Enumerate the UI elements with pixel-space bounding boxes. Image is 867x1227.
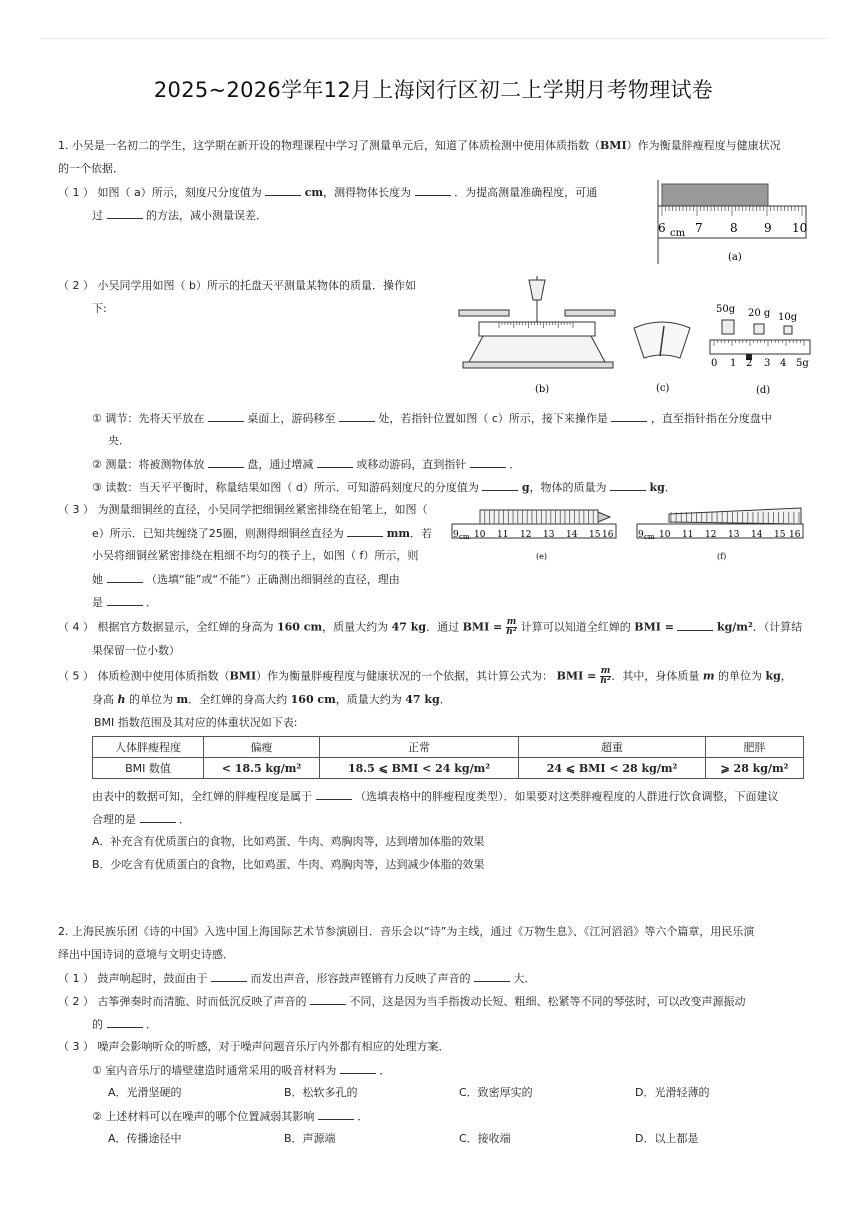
- answer-blank[interactable]: [677, 620, 713, 631]
- answer-blank[interactable]: [107, 572, 143, 583]
- figure-b-balance: [455, 272, 625, 398]
- ruler-f-label-9: 9: [638, 530, 644, 540]
- ruler-e-unit: cm: [459, 533, 470, 541]
- answer-blank[interactable]: [347, 526, 383, 537]
- q1-part2-step1: ① 调节：先将天平放在 桌面上，游码移至 处，若指针位置如图（ c）所示，接下来操作是 ，直至指针指在分度盘中: [92, 412, 772, 425]
- ruler-f-label-16: 16: [789, 530, 801, 540]
- answer-blank[interactable]: [265, 185, 301, 196]
- q1-part2-line1: （ 2 ） 小吴同学用如图（ b）所示的托盘天平测量某物体的质量．操作如: [58, 279, 416, 292]
- q1-part4-line1: （ 4 ） 根据官方数据显示，全红婵的身高为 160 cm，质量大约为 47 kg．通过 BMI = $\frac{m}{\text{h²}}$ 计算可以知道全红婵的 BMI = kg/m²．（计算结: [58, 617, 803, 637]
- answer-blank[interactable]: [310, 994, 346, 1005]
- q1-part3-line2: e）所示．已知共缠绕了25圈，则测得细铜丝直径为 mm．若: [92, 527, 433, 540]
- answer-blank[interactable]: [107, 595, 143, 606]
- q1-part5-line4: 合理的是 ．: [92, 813, 190, 826]
- ruler-e-label-14: 14: [566, 530, 578, 540]
- q1-part5-line2: 身高 h 的单位为 m．全红婵的身高大约 160 cm，质量大约为 47 kg．: [92, 693, 451, 706]
- ruler-f-label-10: 10: [659, 530, 671, 540]
- table-header-cell: 超重: [519, 737, 706, 758]
- rider-scale-4: 4: [780, 358, 787, 369]
- q1-option-a[interactable]: A．补充含有优质蛋白的食物，比如鸡蛋、牛肉、鸡胸肉等，达到增加体脂的效果: [92, 835, 485, 848]
- table-header-cell: 偏瘦: [204, 737, 320, 758]
- answer-blank[interactable]: [611, 411, 647, 422]
- bmi-fraction: $\frac{m}{\text{h²}}$: [506, 617, 517, 637]
- answer-blank[interactable]: [316, 789, 352, 800]
- q2-sub2-option-c[interactable]: C．接收端: [459, 1132, 511, 1145]
- table-cell: 24 ⩽ BMI < 28 kg/m²: [519, 758, 706, 779]
- figure-e-caption: (e): [536, 552, 547, 561]
- q2-part2-line1: （ 2 ） 古筝弹奏时而清脆、时而低沉反映了声音的 不同，这是因为当手指拨动长短、粗细、松紧等不同的琴弦时，可以改变声源振动: [58, 995, 746, 1008]
- ruler-f-unit: cm: [644, 533, 655, 541]
- table-header-cell: 肥胖: [706, 737, 804, 758]
- figure-f-caption: (f): [717, 552, 727, 561]
- q2-sub1-option-d[interactable]: D．光滑轻薄的: [635, 1086, 710, 1099]
- q2-sub2-option-d[interactable]: D．以上都是: [635, 1132, 699, 1145]
- ruler-e-label-16: 16: [602, 530, 614, 540]
- ruler-e-label-15: 15: [589, 530, 601, 540]
- answer-blank[interactable]: [107, 1017, 143, 1028]
- answer-blank[interactable]: [140, 812, 176, 823]
- ruler-label-10: 10: [792, 221, 808, 235]
- ruler-label-7: 7: [695, 221, 703, 235]
- q2-part3-sub1: ① 室内音乐厅的墙壁建造时通常采用的吸音材料为 ．: [92, 1064, 391, 1077]
- q1-part3-line1: （ 3 ） 为测量细铜丝的直径，小吴同学把细铜丝紧密排绕在铅笔上，如图（: [58, 503, 428, 516]
- q1-part3-line5: 是 ．: [92, 596, 157, 609]
- q2-sub2-option-b[interactable]: B．声源端: [284, 1132, 336, 1145]
- ruler-e-label-9: 9: [453, 530, 459, 540]
- q1-part1-line1: （ 1 ） 如图（ a）所示，刻度尺分度值为 cm，测得物体长度为 ．为提高测量准确程度，可通: [58, 186, 598, 199]
- q1-intro-line1: 1. 小吴是一名初二的学生，这学期在新开设的物理课程中学习了测量单元后，知道了体质检测中使用体质指数（BMI）作为衡量胖瘦程度与健康状况: [58, 139, 781, 152]
- q2-part1: （ 1 ） 鼓声响起时，鼓面由于 而发出声音，形容鼓声铿锵有力反映了声音的 大．: [58, 972, 536, 985]
- bmi-formula-fraction: $\frac{m}{\text{h²}}$: [600, 666, 611, 686]
- q1-part3-line4: 她 （选填“能”或“不能”）正确测出细铜丝的直径，理由: [92, 573, 400, 586]
- table-cell: ⩾ 28 kg/m²: [706, 758, 804, 779]
- answer-blank[interactable]: [482, 480, 518, 491]
- rider-scale-5g: 5g: [796, 358, 809, 369]
- q1-part2-line2: 下:: [92, 302, 107, 315]
- q1-part4-line2: 果保留一位小数）: [92, 644, 180, 657]
- answer-blank[interactable]: [208, 411, 244, 422]
- figure-b-caption: (b): [535, 384, 550, 395]
- ruler-e-label-10: 10: [474, 530, 486, 540]
- answer-blank[interactable]: [317, 457, 353, 468]
- q2-sub1-option-c[interactable]: C．致密厚实的: [459, 1086, 533, 1099]
- figure-c-caption: (c): [656, 383, 670, 394]
- q2-sub2-option-a[interactable]: A．传播途径中: [108, 1132, 182, 1145]
- q2-part2-line2: 的 ．: [92, 1018, 157, 1031]
- answer-blank[interactable]: [339, 411, 375, 422]
- rider-scale-2: 2: [746, 358, 753, 369]
- q2-part3-sub2: ② 上述材料可以在噪声的哪个位置减弱其影响 ．: [92, 1110, 369, 1123]
- figure-f-chopstick: [635, 502, 807, 562]
- q1-intro-line2: 的一个依据．: [58, 162, 124, 175]
- q1-part3-line3: 小吴将细铜丝紧密排绕在粗细不均匀的筷子上，如图（ f）所示，则: [92, 549, 419, 562]
- answer-blank[interactable]: [470, 457, 506, 468]
- figure-a-ruler: [650, 178, 810, 268]
- q1-part1-line2: 过 的方法，减小测量误差．: [92, 209, 267, 222]
- answer-blank[interactable]: [610, 480, 646, 491]
- table-header-cell: 正常: [320, 737, 519, 758]
- q2-intro-line2: 绎出中国诗词的意境与文明史诗感．: [58, 948, 234, 961]
- figure-e-pencil: [450, 502, 620, 562]
- figure-c-dial: [628, 318, 698, 398]
- table-cell: BMI 数值: [93, 758, 204, 779]
- ruler-f-label-13: 13: [728, 530, 740, 540]
- answer-blank[interactable]: [340, 1063, 376, 1074]
- figure-d-caption: (d): [756, 385, 771, 396]
- ruler-e-label-13: 13: [543, 530, 555, 540]
- table-row: [93, 758, 804, 779]
- table-header-cell: 人体胖瘦程度: [93, 737, 204, 758]
- q1-part2-step2: ② 测量：将被测物体放 盘，通过增减 或移动游码，直到指针 ．: [92, 458, 521, 471]
- ruler-e-label-11: 11: [497, 530, 509, 540]
- table-header-row: [93, 737, 804, 758]
- ruler-label-8: 8: [730, 221, 738, 235]
- bmi-table: [92, 736, 804, 779]
- table-caption: BMI 指数范围及其对应的体重状况如下表:: [94, 716, 298, 729]
- ruler-f-label-14: 14: [751, 530, 763, 540]
- top-divider: [40, 38, 827, 39]
- figure-a-caption: (a): [728, 252, 742, 263]
- ruler-label-9: 9: [764, 221, 772, 235]
- ruler-f-label-15: 15: [774, 530, 786, 540]
- q1-part5-line1: （ 5 ） 体质检测中使用体质指数（BMI）作为衡量胖瘦程度与健康状况的一个依据，其计算公式为： BMI = $\frac{m}{\text{h²}}$ ．其中，身体质量 m 的单位为 kg，: [58, 666, 792, 686]
- q2-intro-line1: 2. 上海民族乐团《诗的中国》入选中国上海国际艺术节参演剧目．音乐会以“诗”为主线，通过《万物生息》、《江河滔滔》等六个篇章，用民乐演: [58, 925, 755, 938]
- answer-blank[interactable]: [318, 1109, 354, 1120]
- answer-blank[interactable]: [474, 971, 510, 982]
- answer-blank[interactable]: [107, 208, 143, 219]
- ruler-f-label-11: 11: [682, 530, 694, 540]
- weight-label-10g: 10g: [778, 312, 798, 323]
- q2-part3-intro: （ 3 ） 噪声会影响听众的听感，对于噪声问题音乐厅内外都有相应的处理方案．: [58, 1040, 450, 1053]
- table-cell: < 18.5 kg/m²: [204, 758, 320, 779]
- rider-scale-1: 1: [730, 358, 737, 369]
- q1-part5-line3: 由表中的数据可知，全红婵的胖瘦程度是属于 （选填表格中的胖瘦程度类型）．如果要对这类胖瘦程度的人群进行饮食调整，下面建议: [92, 790, 779, 803]
- ruler-label-6: 6: [658, 221, 666, 235]
- weight-label-50g: 50g: [716, 304, 736, 315]
- q1-part2-step3: ③ 读数：当天平平衡时，称量结果如图（ d）所示．可知游码刻度尺的分度值为 g，物体的质量为 kg．: [92, 481, 676, 494]
- answer-blank[interactable]: [415, 185, 451, 196]
- figure-d-weights: [706, 300, 814, 398]
- answer-blank[interactable]: [211, 971, 247, 982]
- ruler-f-label-12: 12: [705, 530, 717, 540]
- answer-blank[interactable]: [208, 457, 244, 468]
- q1-option-b[interactable]: B．少吃含有优质蛋白的食物，比如鸡蛋、牛肉、鸡胸肉等，达到减少体脂的效果: [92, 858, 485, 871]
- ruler-e-label-12: 12: [520, 530, 532, 540]
- table-cell: 18.5 ⩽ BMI < 24 kg/m²: [320, 758, 519, 779]
- q2-sub1-option-b[interactable]: B．松软多孔的: [284, 1086, 358, 1099]
- rider-scale-0: 0: [711, 358, 718, 369]
- q2-sub1-option-a[interactable]: A．光滑坚硬的: [108, 1086, 182, 1099]
- page-title: 2025~2026学年12月上海闵行区初二上学期月考物理试卷: [153, 78, 714, 102]
- q1-part2-step1-cont: 央．: [108, 434, 130, 447]
- ruler-unit: cm: [670, 228, 686, 239]
- weight-label-20g: 20 g: [748, 308, 771, 319]
- rider-scale-3: 3: [764, 358, 771, 369]
